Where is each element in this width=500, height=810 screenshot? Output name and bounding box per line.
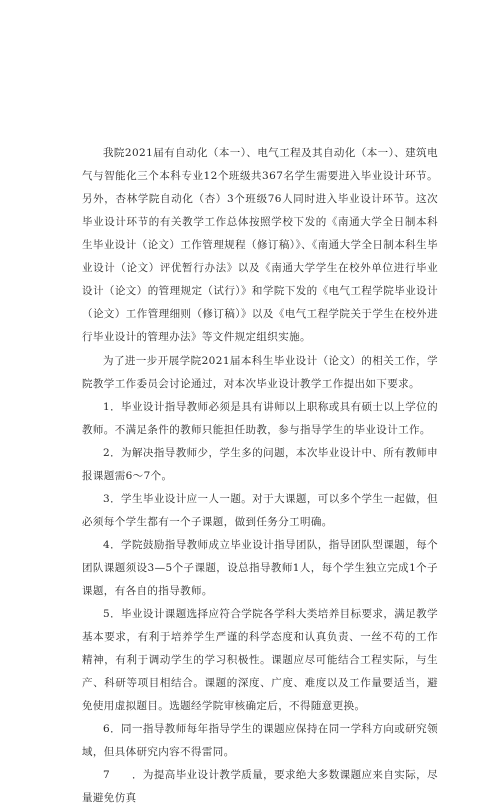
requirement-item-2: 2．为解决指导教师少，学生多的问题，本次毕业设计中、所有教师申报课题需6～7个。 <box>82 447 438 482</box>
requirement-item-7: 7 ．为提高毕业设计教学质量，要求绝大多数课题应来自实际，尽量避免仿真 <box>82 769 438 804</box>
intro-paragraph: 我院2021届有自动化（本一）、电气工程及其自动化（本一）、建筑电气与智能化三个本科专业12个班级共367名学生需要进入毕业设计环节。另外，杏林学院自动化（杏）3个班级76人同时进入毕业设计环节。这次毕业设计环节的有关教学工作总体按照学校下发的《南通大学全日制本科生毕业设计（论文）工作管理规程（修订稿）》、《南通大学全日制本科生毕业设计（论文）评优暂行办法》以及《南通大学学生在校外单位进行毕业设计（论文）的管理规定（试行）》和学院下发的《电气工程学院毕业设计（论文）工作管理细则（修订稿）》以及《电气工程学院关于学生在校外进行毕业设计的管理办法》等文件规定组织实施。 <box>82 147 438 343</box>
requirements-intro-paragraph: 为了进一步开展学院2021届本科生毕业设计（论文）的相关工作，学院教学工作委员会讨论通过，对本次毕业设计教学工作提出如下要求。 <box>82 355 438 390</box>
requirement-item-6: 6．同一指导教师每年指导学生的课题应保持在同一学科方向或研究领域，但具体研究内容不得雷同。 <box>82 723 438 758</box>
requirement-item-3: 3．学生毕业设计应一人一题。对于大课题，可以多个学生一起做，但必须每个学生都有一个子课题，做到任务分工明确。 <box>82 493 438 528</box>
requirement-item-1: 1．毕业设计指导教师必须是具有讲师以上职称或具有硕士以上学位的教师。不满足条件的教师只能担任助教，参与指导学生的毕业设计工作。 <box>82 401 438 436</box>
requirement-item-4: 4．学院鼓励指导教师成立毕业设计指导团队，指导团队型课题，每个团队课题须设3—5个子课题，设总指导教师1人，每个学生独立完成1个子课题，有各自的指导教师。 <box>82 539 438 597</box>
requirement-item-5: 5．毕业设计课题选择应符合学院各学科大类培养目标要求，满足教学基本要求，有利于培养学生严谨的科学态度和认真负责、一丝不苟的工作精神，有利于调动学生的学习积极性。课题应尽可能结合工程实际，与生产、科研等项目相结合。课题的深度、广度、难度以及工作量要适当，避免使用虚拟题目。选题经学院审核确定后，不得随意更换。 <box>82 608 438 712</box>
